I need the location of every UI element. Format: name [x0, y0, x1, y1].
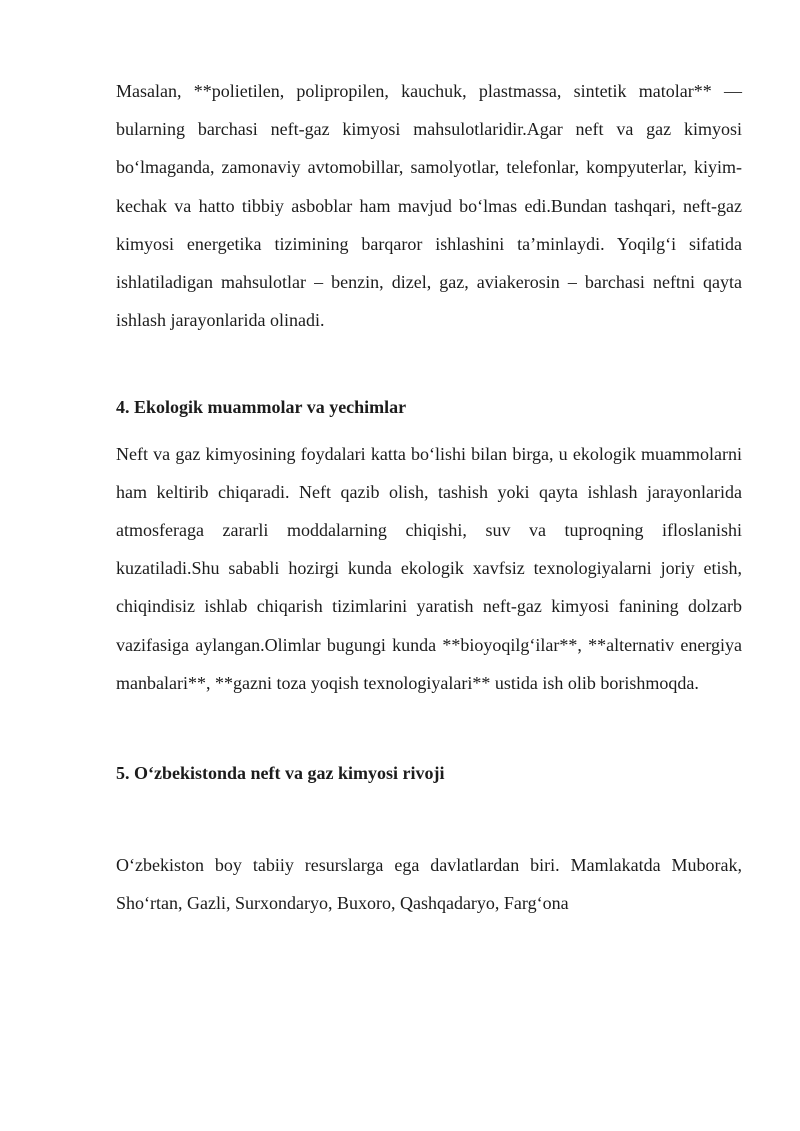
spacer: [116, 792, 742, 846]
spacer: [116, 702, 742, 754]
section-heading-ecology: 4. Ekologik muammolar va yechimlar: [116, 397, 407, 418]
paragraph-ecological-problems: Neft va gaz kimyosining foydalari katta bo‘lishi bilan birga, u ekologik muammolarni ham keltirib chiqaradi. Neft qazib olish, tashish yoki qayta ishlash jarayonlarida atmosferaga zararli moddalarning chiqishi, suv va tuproqning ifloslanishi kuzatiladi.Shu sababli hozirgi kunda ekologik xavfsiz texnologiyalarni joriy etish, chiqindisiz ishlab chiqarish tizimlarini yaratish neft-gaz kimyosi fanining dolzarb vazifasiga aylangan.Olimlar bugungi kunda **bioyoqilg‘ilar**, **alternativ energiya manbalari**, **gazni toza yoqish texnologiyalari** ustida ish olib borishmoqda.: [116, 443, 742, 693]
paragraph-uzbekistan-resources: O‘zbekiston boy tabiiy resurslarga ega davlatlardan biri. Mamlakatda Muborak, Sho‘rtan, Gazli, Surxondaryo, Buxoro, Qashqadaryo, Farg‘ona: [116, 855, 742, 914]
document-page: [116, 72, 742, 923]
spacer: [116, 427, 742, 435]
spacer: [116, 339, 742, 388]
paragraph-petrochemical-products: Masalan, **polietilen, polipropilen, kauchuk, plastmassa, sintetik matolar** — bularning barchasi neft-gaz kimyosi mahsulotlaridir.Agar neft va gaz kimyosi bo‘lmaganda, zamonaviy avtomobillar, samolyotlar, telefonlar, kompyuterlar, kiyim-kechak va hatto tibbiy asboblar ham mavjud bo‘lmas edi.Bundan tashqari, neft-gaz kimyosi energetika tizimining barqaror ishlashini ta’minlaydi. Yoqilg‘i sifatida ishlatiladigan mahsulotlar – benzin, dizel, gaz, aviakerosin – barchasi neftni qayta ishlash jarayonlarida olinadi.: [116, 81, 742, 331]
section-heading-uzbekistan: 5. O‘zbekistonda neft va gaz kimyosi rivoji: [116, 763, 445, 784]
